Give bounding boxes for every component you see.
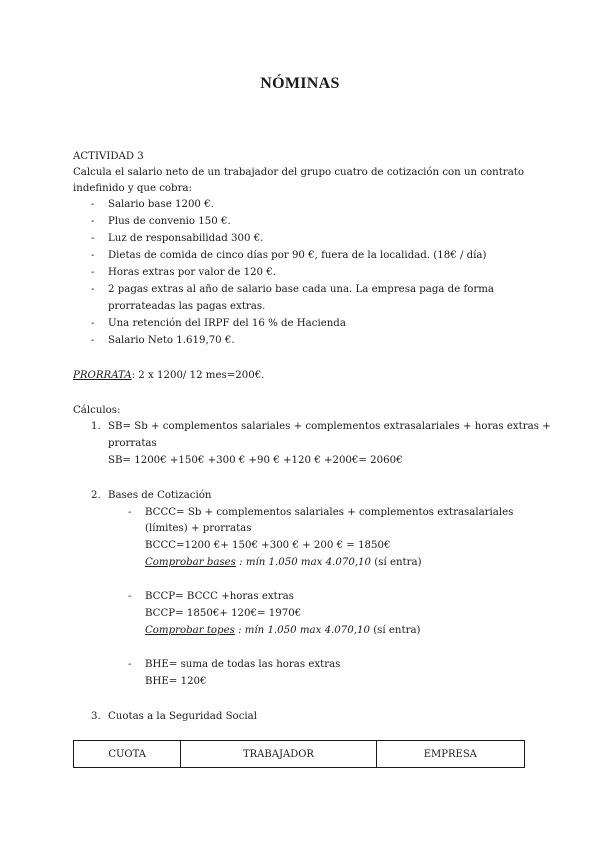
check-bases-range: : mín 1.050 max 4.070,10	[235, 557, 372, 568]
table-header-trabajador: TRABAJADOR	[181, 741, 376, 768]
prorrata-text: : 2 x 1200/ 12 mes=200€.	[131, 370, 265, 381]
bccc-line: BCCC= Sb + complementos salariales + complementos extrasalariales	[145, 507, 514, 518]
bullet-dash: -	[128, 591, 132, 602]
table-header-cuota: CUOTA	[74, 741, 181, 768]
step3-heading: Cuotas a la Seguridad Social	[108, 711, 257, 722]
step1-formula-line: SB= Sb + complementos salariales + complementos extrasalariales + horas extras +	[108, 421, 551, 432]
prorrata-label: PRORRATA	[73, 370, 132, 381]
bhe-line: BHE= suma de todas las horas extras	[145, 659, 341, 670]
check-bases-label: Comprobar bases	[145, 557, 236, 568]
check-topes-label: Comprobar topes	[145, 625, 235, 636]
list-item: 2 pagas extras al año de salario base cada una. La empresa paga de forma	[108, 284, 494, 295]
step2-heading: Bases de Cotización	[108, 490, 212, 501]
list-item: Dietas de comida de cinco días por 90 €, fuera de la localidad. (18€ / día)	[108, 250, 487, 261]
list-item: Salario base 1200 €.	[108, 199, 214, 210]
bccc-result: BCCC=1200 €+ 150€ +300 € + 200 € = 1850€	[145, 540, 391, 551]
check-bases-note: (sí entra)	[371, 557, 422, 568]
step1-formula-line: prorratas	[108, 438, 157, 449]
bullet-dash: -	[128, 659, 132, 670]
activity-intro-line: Calcula el salario neto de un trabajador del grupo cuatro de cotización con un contrato	[73, 167, 525, 178]
bccp-check	[145, 624, 421, 637]
bullet-dash: -	[91, 250, 95, 261]
bccp-result: BCCP= 1850€+ 120€= 1970€	[145, 608, 302, 619]
bccc-line: (límites) + prorratas	[145, 523, 252, 534]
bhe-result: BHE= 120€	[145, 676, 207, 687]
bullet-dash: -	[128, 507, 132, 518]
step-number: 3.	[91, 711, 101, 722]
table-header-row	[74, 741, 525, 768]
list-item: Luz de responsabilidad 300 €.	[108, 233, 264, 244]
activity-intro-line: indefinido y que cobra:	[73, 183, 192, 194]
list-item: Plus de convenio 150 €.	[108, 216, 231, 227]
cuotas-table	[73, 740, 525, 768]
list-item: Una retención del IRPF del 16 % de Hacienda	[108, 318, 346, 329]
bullet-dash: -	[91, 335, 95, 346]
bullet-dash: -	[91, 233, 95, 244]
list-item: Horas extras por valor de 120 €.	[108, 267, 276, 278]
prorrata-line	[73, 369, 264, 382]
step1-result: SB= 1200€ +150€ +300 € +90 € +120 € +200€= 2060€	[108, 455, 403, 466]
bullet-dash: -	[91, 199, 95, 210]
bullet-dash: -	[91, 284, 95, 295]
step-number: 2.	[91, 490, 101, 501]
bccp-line: BCCP= BCCC +horas extras	[145, 591, 294, 602]
step-number: 1.	[91, 421, 101, 432]
page-title: NÓMINAS	[260, 75, 340, 92]
check-topes-note: (sí entra)	[369, 625, 421, 636]
check-topes-range: : mín 1.050 max 4.070,10	[234, 625, 370, 636]
bccc-check	[145, 556, 422, 569]
bullet-dash: -	[91, 318, 95, 329]
calculos-heading: Cálculos:	[73, 405, 121, 416]
activity-heading: ACTIVIDAD 3	[73, 151, 144, 162]
bullet-dash: -	[91, 216, 95, 227]
bullet-dash: -	[91, 267, 95, 278]
table-header-empresa: EMPRESA	[376, 741, 524, 768]
list-item-continuation: prorrateadas las pagas extras.	[108, 301, 266, 312]
list-item: Salario Neto 1.619,70 €.	[108, 335, 235, 346]
